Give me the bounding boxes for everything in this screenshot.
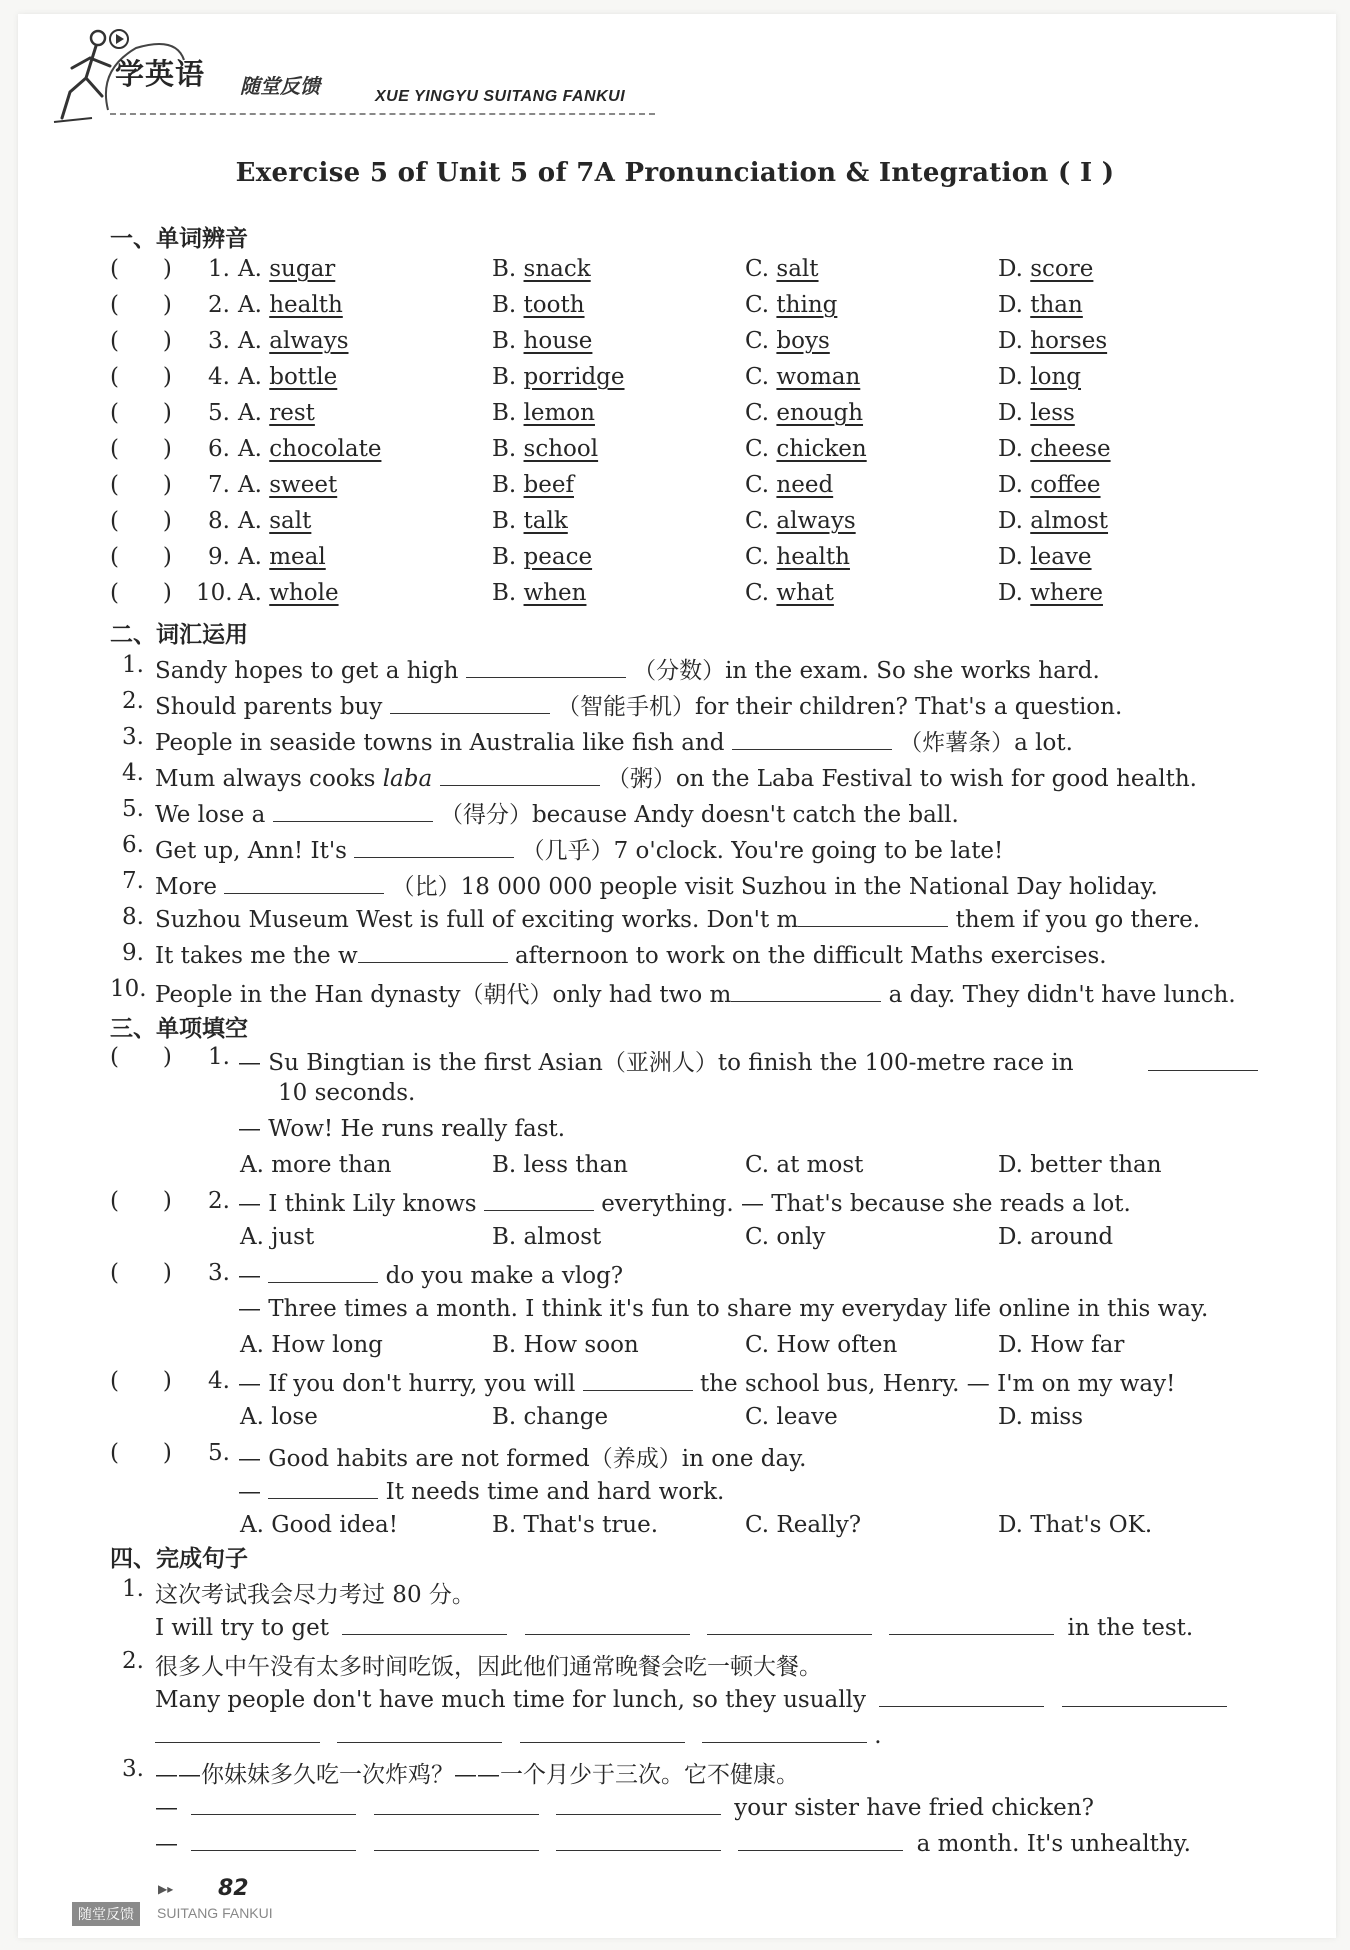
question-text (155, 760, 1197, 793)
question-text-pre: Should parents buy (155, 694, 383, 720)
sentence-line (155, 1684, 1227, 1713)
option[interactable] (745, 328, 830, 354)
answer-paren[interactable]: ( ) (110, 256, 172, 282)
question-number: 1. (208, 1044, 230, 1070)
answer-paren[interactable]: ( ) (110, 364, 172, 390)
answer-paren[interactable]: ( ) (110, 472, 172, 498)
answer-blank[interactable] (358, 940, 508, 963)
question-number: 2. (208, 1188, 230, 1214)
option-letter: B. (492, 580, 524, 606)
answer-blank[interactable] (732, 727, 892, 750)
answer-blank[interactable] (731, 979, 881, 1002)
sentence-line (155, 1792, 1094, 1821)
option[interactable]: D. How far (998, 1332, 1125, 1358)
sentence-dash: — (155, 1795, 178, 1821)
question-text: 10 seconds. (278, 1080, 416, 1106)
answer-paren[interactable]: ( ) (110, 1188, 172, 1214)
option-letter: C. (745, 400, 777, 426)
option-letter: B. (492, 472, 524, 498)
option-letter: D. (998, 328, 1031, 354)
option[interactable] (492, 544, 592, 570)
option-word: beef (523, 472, 574, 498)
question-text (155, 724, 1073, 757)
option[interactable] (238, 544, 326, 570)
option-word: where (1030, 580, 1103, 606)
answer-blank[interactable] (390, 691, 550, 714)
option-letter: A. (238, 400, 270, 426)
option[interactable] (745, 580, 834, 606)
question-number: 9. (208, 544, 230, 570)
option[interactable]: A. lose (240, 1404, 318, 1430)
question-number: 7. (122, 868, 144, 894)
answer-paren[interactable]: ( ) (110, 580, 172, 606)
option-word: enough (776, 400, 864, 426)
option[interactable]: A. How long (240, 1332, 383, 1358)
initial-letter: m (709, 982, 732, 1008)
option[interactable]: D. around (998, 1224, 1114, 1250)
question-text (155, 940, 1107, 969)
option[interactable]: C. only (745, 1224, 826, 1250)
answer-blank[interactable] (268, 1476, 378, 1499)
option-word: health (776, 544, 850, 570)
option[interactable] (238, 364, 337, 390)
option[interactable] (238, 508, 311, 534)
answer-paren[interactable]: ( ) (110, 1368, 172, 1394)
brand-pinyin: XUE YINGYU SUITANG FANKUI (375, 88, 626, 105)
brand-title: 学英语 (115, 57, 206, 91)
question-number: 5. (208, 400, 230, 426)
answer-paren[interactable]: ( ) (110, 400, 172, 426)
option-letter: C. (745, 508, 777, 534)
chinese-prompt: 很多人中午没有太多时间吃饭，因此他们通常晚餐会吃一顿大餐。 (155, 1654, 822, 1680)
option-letter: A. (238, 472, 270, 498)
answer-blank[interactable] (224, 871, 384, 894)
option[interactable]: A. more than (240, 1152, 392, 1178)
option[interactable] (492, 436, 598, 462)
option-letter: A. (238, 544, 270, 570)
answer-blank[interactable] (191, 1828, 356, 1851)
option[interactable] (745, 400, 863, 426)
question-text-post: them if you go there. (955, 907, 1201, 933)
question-number: 7. (208, 472, 230, 498)
option-word: always (776, 508, 856, 534)
option-word: chocolate (269, 436, 382, 462)
option[interactable]: C. How often (745, 1332, 898, 1358)
option[interactable] (998, 292, 1083, 318)
answer-blank[interactable] (889, 1612, 1054, 1635)
answer-blank[interactable] (337, 1720, 502, 1743)
question-text (155, 688, 1122, 721)
option-word: salt (269, 508, 312, 534)
option-word: coffee (1030, 472, 1101, 498)
answer-blank[interactable] (879, 1684, 1044, 1707)
option-word: rest (269, 400, 315, 426)
option-word: sugar (269, 256, 336, 282)
option-word: peace (523, 544, 593, 570)
option[interactable] (492, 292, 585, 318)
answer-paren[interactable]: ( ) (110, 1044, 172, 1070)
question-text (155, 832, 1003, 865)
question-text-post: （比）18 000 000 people visit Suzhou in the National Day holiday. (391, 874, 1158, 900)
question-number: 8. (122, 904, 144, 930)
option-letter: C. (745, 292, 777, 318)
option-letter: B. (492, 328, 524, 354)
sentence-post: your sister have fried chicken? (734, 1795, 1094, 1821)
question-text-pre: We lose a (155, 802, 266, 828)
option[interactable]: B. almost (492, 1224, 602, 1250)
option[interactable]: D. miss (998, 1404, 1084, 1430)
question-text-pre: Mum always cooks laba (155, 766, 433, 792)
option[interactable] (238, 436, 381, 462)
option-word: snack (523, 256, 591, 282)
option[interactable]: B. less than (492, 1152, 628, 1178)
question-text-post: （炸薯条）a lot. (899, 730, 1073, 756)
option-letter: D. (998, 256, 1031, 282)
question-text (238, 1188, 1131, 1217)
page-title: Exercise 5 of Unit 5 of 7A Pronunciation & Integration ( Ⅰ ) (235, 158, 1115, 188)
question-number: 2. (122, 688, 144, 714)
answer-blank[interactable] (191, 1792, 356, 1815)
brand-subtitle: 随堂反馈 (240, 74, 320, 98)
question-number: 3. (122, 1756, 144, 1782)
question-text-post: It needs time and hard work. (385, 1479, 725, 1505)
option[interactable]: A. Good idea! (240, 1512, 398, 1538)
option-letter: A. (238, 292, 270, 318)
question-number: 3. (208, 328, 230, 354)
option[interactable] (238, 472, 337, 498)
answer-blank[interactable] (1062, 1684, 1227, 1707)
option-letter: C. (745, 364, 777, 390)
option-letter: B. (492, 400, 524, 426)
question-number: 1. (208, 256, 230, 282)
question-text-post: do you make a vlog? (385, 1263, 624, 1289)
sentence-dash: — (155, 1831, 178, 1857)
answer-blank[interactable] (556, 1828, 721, 1851)
answer-blank[interactable] (155, 1720, 320, 1743)
option-letter: B. (492, 364, 524, 390)
option[interactable]: A. just (240, 1224, 315, 1250)
question-text: — Su Bingtian is the first Asian（亚洲人）to finish the 100-metre race in (238, 1050, 1074, 1076)
option-word: lemon (523, 400, 595, 426)
option[interactable]: B. change (492, 1404, 609, 1430)
answer-paren[interactable]: ( ) (110, 1260, 172, 1286)
option-word: woman (776, 364, 861, 390)
question-text-pre: People in the Han dynasty（朝代）only had two (155, 982, 703, 1008)
question-number: 5. (122, 796, 144, 822)
question-number: 4. (208, 364, 230, 390)
option-word: always (269, 328, 349, 354)
option-letter: D. (998, 508, 1031, 534)
footer-badge: 随堂反馈 (72, 1902, 140, 1926)
option-word: salt (776, 256, 819, 282)
sentence-pre: I will try to get (155, 1615, 329, 1641)
option[interactable]: D. That's OK. (998, 1512, 1153, 1538)
option-letter: C. (745, 256, 777, 282)
sentence-line (155, 1720, 882, 1749)
answer-blank[interactable] (342, 1612, 507, 1635)
question-text (155, 796, 959, 829)
option[interactable] (998, 580, 1103, 606)
option-word: thing (776, 292, 838, 318)
option-word: bottle (269, 364, 338, 390)
option-letter: D. (998, 544, 1031, 570)
option-letter: D. (998, 364, 1031, 390)
option-word: whole (269, 580, 339, 606)
option[interactable] (492, 256, 591, 282)
option[interactable] (492, 472, 574, 498)
option[interactable] (998, 436, 1111, 462)
option-word: almost (1030, 508, 1109, 534)
question-text (155, 976, 1236, 1009)
option[interactable] (492, 580, 586, 606)
initial-letter: w (337, 943, 358, 969)
question-text-pre: — If you don't hurry, you will (238, 1371, 576, 1397)
option-word: cheese (1030, 436, 1111, 462)
answer-paren[interactable]: ( ) (110, 436, 172, 462)
sentence-pre: Many people don't have much time for lunch, so they usually (155, 1687, 866, 1713)
option-word: boys (776, 328, 830, 354)
question-number: 4. (122, 760, 144, 786)
option-letter: D. (998, 436, 1031, 462)
option-letter: B. (492, 508, 524, 534)
option[interactable] (745, 256, 819, 282)
question-text: — Wow! He runs really fast. (238, 1116, 566, 1142)
question-text-pre: More (155, 874, 218, 900)
option[interactable]: B. How soon (492, 1332, 639, 1358)
option-letter: A. (238, 256, 270, 282)
chinese-prompt: ——你妹妹多久吃一次炸鸡？——一个月少于三次。它不健康。 (155, 1762, 799, 1788)
question-text-post: the school bus, Henry. — I'm on my way! (699, 1371, 1176, 1397)
answer-blank[interactable] (374, 1828, 539, 1851)
answer-blank[interactable] (466, 655, 626, 678)
option-letter: C. (745, 328, 777, 354)
answer-blank[interactable] (583, 1368, 693, 1391)
option[interactable] (238, 292, 343, 318)
option-letter: A. (238, 328, 270, 354)
section3-heading: 三、单项填空 (110, 1016, 248, 1042)
option-word: long (1030, 364, 1081, 390)
question-text-post: （粥）on the Laba Festival to wish for good health. (606, 766, 1197, 792)
question-text-pre: It takes me the (155, 943, 331, 969)
option-letter: B. (492, 256, 524, 282)
option-letter: A. (238, 436, 270, 462)
option[interactable] (492, 364, 625, 390)
option-letter: A. (238, 580, 270, 606)
sentence-post: in the test. (1067, 1615, 1194, 1641)
section2-heading: 二、词汇运用 (110, 622, 248, 648)
sentence-end: . (874, 1723, 882, 1749)
option-word: need (776, 472, 834, 498)
question-text-pre: — (238, 1479, 261, 1505)
option-word: talk (523, 508, 568, 534)
option[interactable]: C. at most (745, 1152, 864, 1178)
option-letter: D. (998, 580, 1031, 606)
option[interactable] (238, 400, 315, 426)
question-text-post: afternoon to work on the difficult Maths exercises. (514, 943, 1107, 969)
option[interactable] (745, 508, 856, 534)
question-text-post: （几乎）7 o'clock. You're going to be late! (521, 838, 1004, 864)
question-number: 5. (208, 1440, 230, 1466)
answer-blank[interactable] (702, 1720, 867, 1743)
option[interactable]: C. Really? (745, 1512, 862, 1538)
answer-blank[interactable] (738, 1828, 903, 1851)
question-number: 6. (208, 436, 230, 462)
option-word: what (776, 580, 834, 606)
option-word: porridge (523, 364, 625, 390)
arrow-icon: ▶▸ (158, 1882, 174, 1896)
option-word: than (1030, 292, 1083, 318)
option[interactable]: B. That's true. (492, 1512, 659, 1538)
option-word: horses (1030, 328, 1108, 354)
option[interactable] (998, 544, 1092, 570)
question-number: 3. (122, 724, 144, 750)
option[interactable] (745, 544, 850, 570)
answer-paren[interactable]: ( ) (110, 1440, 172, 1466)
option-letter: D. (998, 400, 1031, 426)
option[interactable] (492, 400, 595, 426)
option-word: score (1030, 256, 1094, 282)
question-text-post: （智能手机）for their children? That's a question. (557, 694, 1123, 720)
answer-blank[interactable] (484, 1188, 594, 1211)
question-number: 1. (122, 1576, 144, 1602)
answer-blank[interactable] (268, 1260, 378, 1283)
option-word: leave (1030, 544, 1092, 570)
option-letter: B. (492, 544, 524, 570)
option[interactable] (998, 400, 1075, 426)
question-text (238, 1368, 1175, 1397)
header-rule (110, 113, 655, 115)
answer-paren[interactable]: ( ) (110, 508, 172, 534)
option[interactable] (998, 472, 1101, 498)
question-text (155, 652, 1100, 685)
question-text-post: （分数）in the exam. So she works hard. (633, 658, 1100, 684)
option-word: tooth (523, 292, 585, 318)
answer-paren[interactable]: ( ) (110, 328, 172, 354)
question-text: — Good habits are not formed（养成）in one day. (238, 1446, 807, 1472)
option[interactable] (998, 328, 1107, 354)
answer-paren[interactable]: ( ) (110, 292, 172, 318)
option-letter: D. (998, 472, 1031, 498)
option[interactable] (492, 508, 568, 534)
question-text: — Three times a month. I think it's fun to share my everyday life online in this way. (238, 1296, 1209, 1322)
question-text-pre: Sandy hopes to get a high (155, 658, 459, 684)
option[interactable] (492, 328, 592, 354)
question-text-pre: Get up, Ann! It's (155, 838, 347, 864)
chinese-prompt: 这次考试我会尽力考过 80 分。 (155, 1582, 475, 1608)
question-text-pre: — (238, 1263, 261, 1289)
answer-blank[interactable] (525, 1612, 690, 1635)
option[interactable] (238, 256, 335, 282)
option-letter: C. (745, 472, 777, 498)
question-text-post: everything. — That's because she reads a lot. (601, 1191, 1131, 1217)
option[interactable] (998, 508, 1108, 534)
question-number: 10. (196, 580, 233, 606)
answer-blank[interactable] (707, 1612, 872, 1635)
sentence-line (155, 1612, 1193, 1641)
option[interactable] (238, 328, 349, 354)
answer-blank[interactable] (520, 1720, 685, 1743)
section4-heading: 四、完成句子 (110, 1546, 248, 1572)
question-number: 10. (110, 976, 147, 1002)
option-letter: D. (998, 292, 1031, 318)
option[interactable] (745, 472, 833, 498)
answer-blank[interactable] (374, 1792, 539, 1815)
question-text-pre: Suzhou Museum West is full of exciting works. Don't (155, 907, 770, 933)
question-text (238, 1476, 724, 1505)
option-word: school (523, 436, 599, 462)
option[interactable]: C. leave (745, 1404, 838, 1430)
question-number: 9. (122, 940, 144, 966)
question-number: 1. (122, 652, 144, 678)
option[interactable]: D. better than (998, 1152, 1162, 1178)
option-word: sweet (269, 472, 338, 498)
page-number: 82 (218, 1876, 249, 1901)
answer-blank[interactable] (440, 763, 600, 786)
option-letter: B. (492, 292, 524, 318)
question-text (155, 868, 1158, 901)
option-letter: C. (745, 544, 777, 570)
option-word: less (1030, 400, 1075, 426)
option-letter: C. (745, 436, 777, 462)
option-word: chicken (776, 436, 867, 462)
option[interactable] (998, 364, 1081, 390)
option-word: health (269, 292, 343, 318)
question-text-post: （得分）because Andy doesn't catch the ball. (439, 802, 959, 828)
question-number: 8. (208, 508, 230, 534)
answer-blank[interactable] (798, 904, 948, 927)
option[interactable] (745, 292, 837, 318)
option-letter: A. (238, 364, 270, 390)
option-letter: A. (238, 508, 270, 534)
option[interactable] (998, 256, 1093, 282)
answer-blank[interactable] (273, 799, 433, 822)
answer-paren[interactable]: ( ) (110, 544, 172, 570)
option-letter: B. (492, 436, 524, 462)
question-text (238, 1260, 623, 1289)
footer-pinyin: SUITANG FANKUI (157, 1905, 273, 1921)
section1-heading: 一、单词辨音 (110, 226, 248, 252)
question-text-post: a day. They didn't have lunch. (888, 982, 1236, 1008)
question-number: 3. (208, 1260, 230, 1286)
option[interactable] (745, 364, 860, 390)
question-number: 2. (122, 1648, 144, 1674)
question-number: 2. (208, 292, 230, 318)
option-word: house (523, 328, 593, 354)
question-text-pre: — I think Lily knows (238, 1191, 477, 1217)
question-number: 4. (208, 1368, 230, 1394)
answer-blank[interactable] (1148, 1048, 1258, 1075)
option[interactable] (745, 436, 867, 462)
question-text (155, 904, 1200, 933)
option-word: when (523, 580, 587, 606)
option-word: meal (269, 544, 326, 570)
answer-blank[interactable] (354, 835, 514, 858)
question-text-pre: People in seaside towns in Australia like fish and (155, 730, 725, 756)
initial-letter: m (776, 907, 799, 933)
sentence-post: a month. It's unhealthy. (916, 1831, 1191, 1857)
option[interactable] (238, 580, 339, 606)
option-letter: C. (745, 580, 777, 606)
question-number: 6. (122, 832, 144, 858)
sentence-line (155, 1828, 1191, 1857)
answer-blank[interactable] (556, 1792, 721, 1815)
